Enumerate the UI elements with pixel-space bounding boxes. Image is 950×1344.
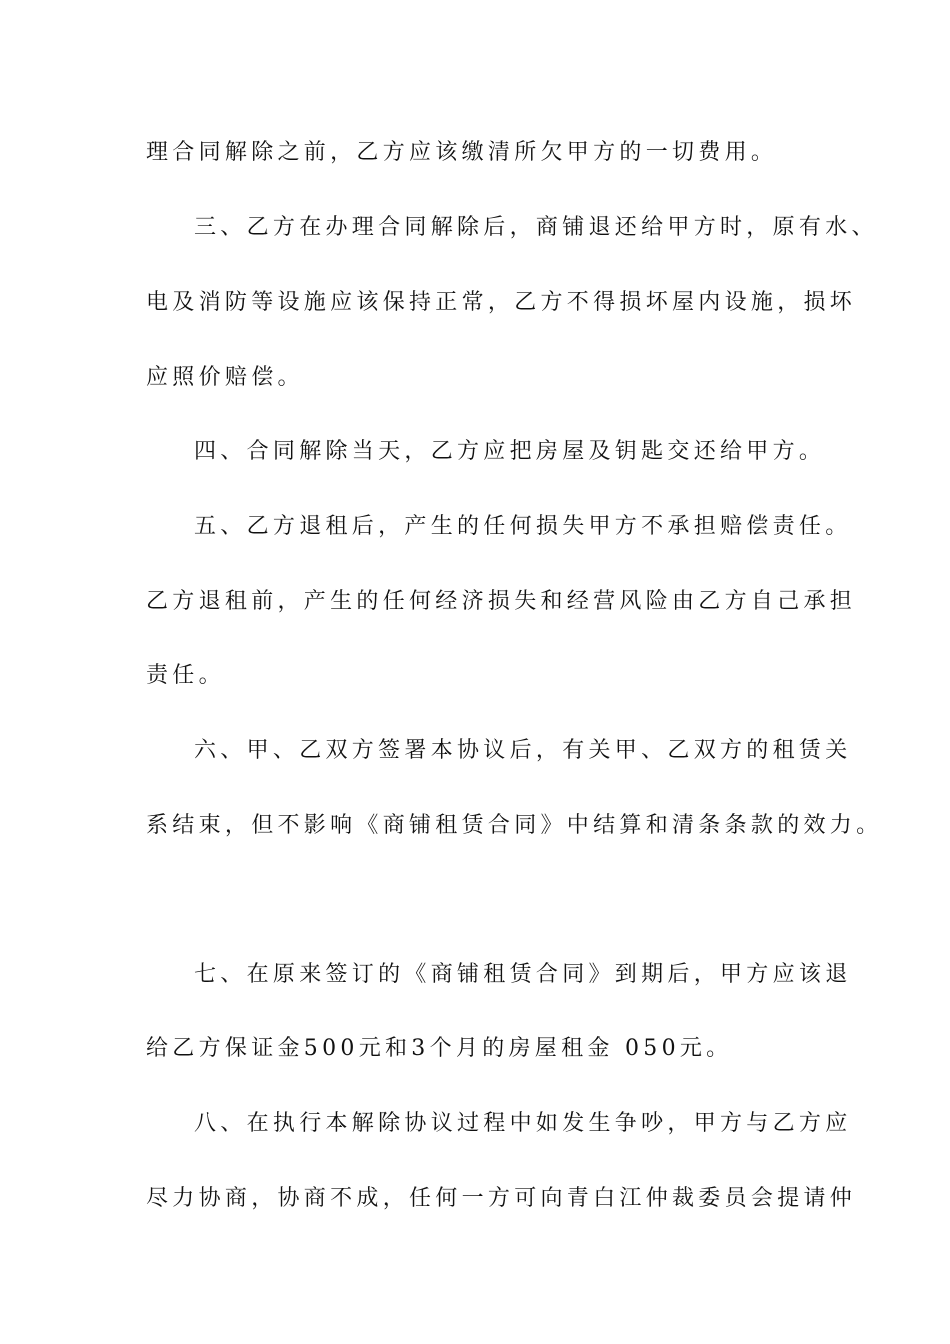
text-line: 应照价赔偿。 [146, 365, 304, 390]
clause-three-start: 三、乙方在办理合同解除后，商铺退还给甲方时，原有水、 [194, 215, 878, 240]
text-line: 给乙方保证金500元和3个月的房屋租金 050元。 [146, 1036, 733, 1061]
clause-five-start: 五、乙方退租后，产生的任何损失甲方不承担赔偿责任。 [194, 514, 852, 539]
clause-seven-start: 七、在原来签订的《商铺租赁合同》到期后，甲方应该退 [194, 962, 852, 987]
text-line: 责任。 [146, 663, 225, 688]
text-line: 理合同解除之前，乙方应该缴清所欠甲方的一切费用。 [146, 140, 778, 165]
text-line: 尽力协商，协商不成，任何一方可向青白江仲裁委员会提请仲 [146, 1186, 857, 1211]
clause-six-start: 六、甲、乙双方签署本协议后，有关甲、乙双方的租赁关 [194, 738, 852, 763]
text-line: 系结束，但不影响《商铺租赁合同》中结算和清条条款的效力。 [146, 813, 883, 838]
text-line: 乙方退租前，产生的任何经济损失和经营风险由乙方自己承担 [146, 589, 857, 614]
text-line: 电及消防等设施应该保持正常，乙方不得损坏屋内设施，损坏 [146, 290, 857, 315]
clause-four: 四、合同解除当天，乙方应把房屋及钥匙交还给甲方。 [194, 439, 826, 464]
clause-eight-start: 八、在执行本解除协议过程中如发生争吵，甲方与乙方应 [194, 1111, 852, 1136]
